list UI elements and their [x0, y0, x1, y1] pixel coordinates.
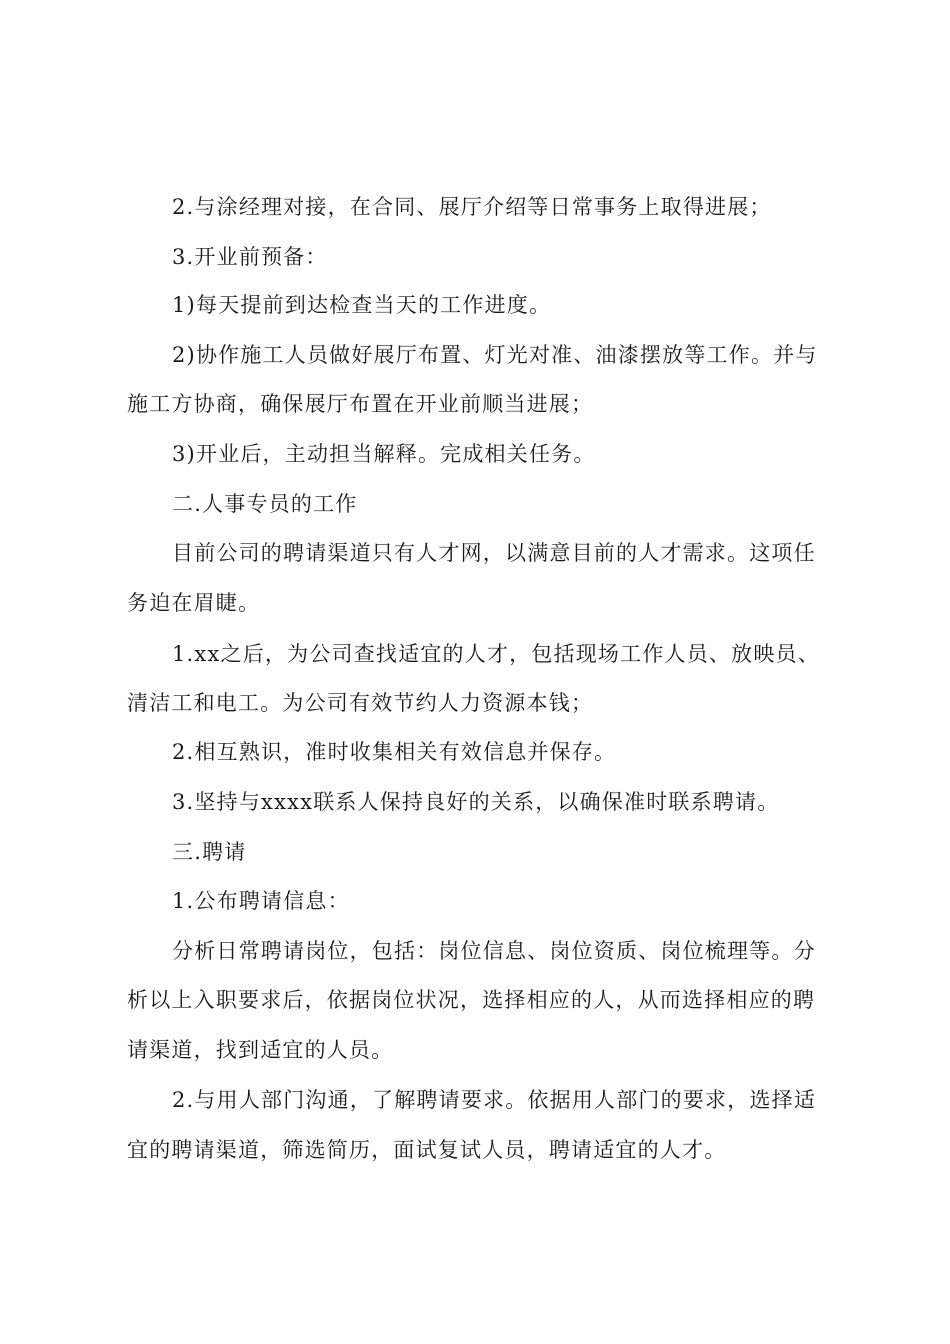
text-line: 宜的聘请渠道，筛选简历，面试复试人员，聘请适宜的人才。 — [127, 1138, 727, 1162]
text-line: 目前公司的聘请渠道只有人才网，以满意目前的人才需求。这项任 — [172, 541, 816, 565]
text-line: 分析日常聘请岗位，包括：岗位信息、岗位资质、岗位梳理等。分 — [172, 939, 816, 963]
text-line: 3.开业前预备： — [172, 245, 328, 269]
text-line: 3)开业后，主动担当解释。完成相关任务。 — [172, 442, 596, 466]
text-line: 2.与涂经理对接，在合同、展厅介绍等日常事务上取得进展； — [172, 195, 772, 219]
text-line: 1.公布聘请信息： — [172, 889, 350, 913]
text-line: 2)协作施工人员做好展厅布置、灯光对准、油漆摆放等工作。并与 — [172, 343, 818, 367]
text-line: 1.xx之后，为公司查找适宜的人才，包括现场工作人员、放映员、 — [172, 642, 820, 666]
text-line: 2.与用人部门沟通，了解聘请要求。依据用人部门的要求，选择适 — [172, 1088, 817, 1112]
text-line: 析以上入职要求后，依据岗位状况，选择相应的人，从而选择相应的聘 — [127, 988, 816, 1012]
text-line: 务迫在眉睫。 — [127, 591, 261, 615]
section-heading: 三.聘请 — [172, 840, 247, 864]
text-line: 1)每天提前到达检查当天的工作进度。 — [172, 293, 552, 317]
text-line: 清洁工和电工。为公司有效节约人力资源本钱； — [127, 691, 594, 715]
section-heading: 二.人事专员的工作 — [172, 492, 358, 516]
text-line: 2.相互熟识，准时收集相关有效信息并保存。 — [172, 740, 617, 764]
text-line: 3.坚持与xxxx联系人保持良好的关系，以确保准时联系聘请。 — [172, 790, 780, 814]
text-line: 施工方协商，确保展厅布置在开业前顺当进展； — [127, 392, 594, 416]
text-line: 请渠道，找到适宜的人员。 — [127, 1038, 394, 1062]
